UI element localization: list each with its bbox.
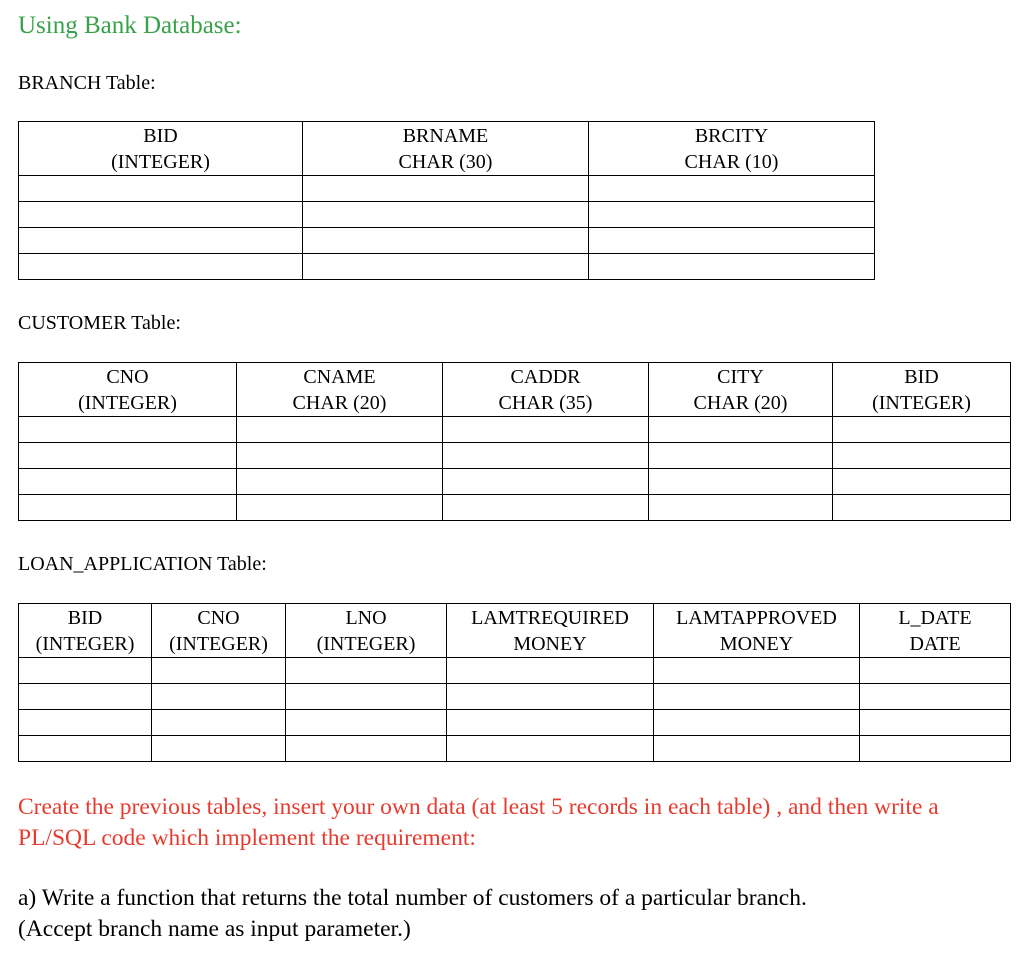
question-line-2: (Accept branch name as input parameter.) [18,916,411,942]
column-name: CADDR [510,366,581,388]
table-cell [152,658,286,684]
table-cell [286,710,447,736]
column-type: CHAR (20) [292,392,387,414]
table-cell [19,254,303,280]
loan-col-lamtrequired [447,604,654,658]
column-name: BID [904,366,939,388]
column-type: (INTEGER) [316,633,416,655]
table-row [19,658,1011,684]
column-name: CNO [106,366,149,388]
table-cell [286,658,447,684]
column-type: (INTEGER) [872,392,971,414]
table-cell [833,495,1011,521]
table-cell [19,736,152,762]
customer-col-city [649,363,833,417]
column-type: (INTEGER) [111,151,210,173]
page-title: Using Bank Database: [18,12,242,39]
column-type: (INTEGER) [169,633,268,655]
table-cell [237,495,443,521]
column-type: MONEY [719,633,794,655]
customer-table [18,362,1011,521]
column-name: BID [143,125,178,147]
table-cell [152,710,286,736]
table-row [19,469,1011,495]
table-cell [19,684,152,710]
table-cell [833,443,1011,469]
table-cell [654,684,860,710]
loan-col-cno [152,604,286,658]
column-name: CITY [717,366,764,388]
branch-col-brname [303,122,589,176]
table-cell [833,469,1011,495]
table-cell [303,176,589,202]
table-row [19,736,1011,762]
table-row [19,684,1011,710]
table-cell [303,202,589,228]
table-cell [447,658,654,684]
table-cell [649,443,833,469]
table-cell [286,736,447,762]
table-cell [19,202,303,228]
column-type: DATE [909,633,961,655]
table-row [19,202,875,228]
loan-col-lamtapproved [654,604,860,658]
table-cell [447,736,654,762]
table-cell [19,495,237,521]
table-cell [589,176,875,202]
column-name: LNO [345,607,387,629]
loan-col-l-date [860,604,1011,658]
table-cell [649,417,833,443]
branch-table-label: BRANCH Table: [18,72,156,94]
question-line-1: a) Write a function that returns the total number of customers of a particular branch. [18,885,807,911]
table-cell [443,417,649,443]
table-cell [152,736,286,762]
table-row [19,176,875,202]
column-type: CHAR (20) [693,392,788,414]
column-name: BRNAME [402,125,489,147]
column-name: CNO [197,607,240,629]
table-row [19,228,875,254]
table-cell [447,710,654,736]
table-row [19,495,1011,521]
table-cell [654,658,860,684]
table-cell [303,228,589,254]
column-type: CHAR (10) [684,151,779,173]
column-name: BRCITY [694,125,769,147]
column-name: CNAME [303,366,376,388]
table-cell [654,710,860,736]
table-cell [654,736,860,762]
table-cell [833,417,1011,443]
table-cell [649,495,833,521]
column-name: LAMTREQUIRED [471,607,629,629]
table-cell [19,658,152,684]
branch-table [18,121,875,280]
table-cell [860,658,1011,684]
table-cell [19,417,237,443]
branch-col-brcity [589,122,875,176]
customer-col-cno [19,363,237,417]
loan-application-table [18,603,1011,762]
table-cell [19,469,237,495]
table-cell [19,228,303,254]
table-cell [649,469,833,495]
table-cell [589,202,875,228]
loan-col-bid [19,604,152,658]
table-cell [443,469,649,495]
column-type: (INTEGER) [35,633,135,655]
question-text [18,883,1008,945]
table-cell [447,684,654,710]
table-row [19,254,875,280]
customer-col-caddr [443,363,649,417]
column-name: L_DATE [898,607,972,629]
column-name: LAMTAPPROVED [676,607,837,629]
table-cell [443,495,649,521]
column-type: MONEY [513,633,587,655]
table-cell [237,443,443,469]
table-cell [443,443,649,469]
table-cell [860,710,1011,736]
customer-col-cname [237,363,443,417]
table-cell [19,176,303,202]
table-cell [237,417,443,443]
column-type: CHAR (30) [398,151,493,173]
loan-col-lno [286,604,447,658]
column-name: BID [67,607,103,629]
table-cell [19,710,152,736]
table-cell [589,228,875,254]
table-cell [589,254,875,280]
table-cell [303,254,589,280]
table-cell [860,736,1011,762]
customer-table-label: CUSTOMER Table: [18,312,181,334]
column-type: (INTEGER) [78,392,177,414]
table-row [19,417,1011,443]
column-type: CHAR (35) [498,392,593,414]
customer-col-bid [833,363,1011,417]
table-cell [19,443,237,469]
table-row [19,443,1011,469]
table-cell [286,684,447,710]
table-cell [860,684,1011,710]
table-row [19,710,1011,736]
table-cell [237,469,443,495]
table-cell [152,684,286,710]
loan-table-label: LOAN_APPLICATION Table: [18,553,267,575]
branch-col-bid [19,122,303,176]
requirement-text: Create the previous tables, insert your own data (at least 5 records in each table) , and then write a PL/SQL code which implement the requirement: [18,794,939,851]
